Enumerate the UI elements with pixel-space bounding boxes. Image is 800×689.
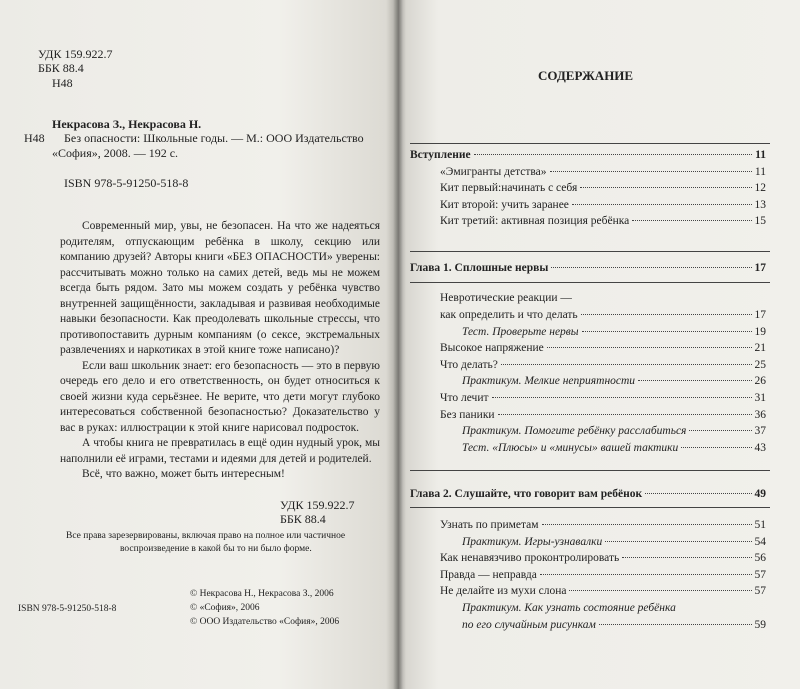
copyright-line: © «София», 2006 xyxy=(190,603,260,613)
toc-entry xyxy=(440,392,766,404)
toc-entry xyxy=(462,602,766,614)
toc-entry-label: Вступление xyxy=(410,149,471,161)
udk-code-bottom: УДК 159.922.7 xyxy=(280,498,355,512)
toc-leader-dots xyxy=(550,171,752,172)
toc-entry-label: Как ненавязчиво проконтролировать xyxy=(440,552,620,564)
toc-entry-page: 57 xyxy=(754,585,766,597)
toc-leader-dots xyxy=(547,347,752,348)
toc-entry-label: Практикум. Помогите ребёнку расслабиться xyxy=(462,425,687,437)
toc-entry-page: 59 xyxy=(754,619,766,631)
toc-entry-label: Кит первый:начинать с себя xyxy=(440,182,578,194)
bib-line-1: Без опасности: Школьные годы. — М.: ООО Издательство xyxy=(64,131,364,145)
toc-entry-page: 15 xyxy=(754,215,766,227)
toc-leader-dots xyxy=(580,187,751,188)
toc-leader-dots xyxy=(638,380,751,381)
annotation-paragraph: Современный мир, увы, не безопасен. На что же надеяться родителям, отпускающим ребёнка в школу, секцию или компанию друзей? Авторы книги «БЕЗ ОПАСНОСТИ» уверены: рассчитывать можно только на самих детей, ведь мы не можем всегда быть рядом. Зато мы можем создать у ребёнка чувство внутренней защищённости, закладывая и развивая необходимые навыки безопасности. Как преодолевать школьные стрессы, что противопоставить дурным компаниям (о сексе, экстремальных развлечениях и наркотиках в этой книге тоже написано)? xyxy=(60,220,380,356)
toc-leader-dots xyxy=(632,220,751,221)
toc-entry-page: 21 xyxy=(754,342,766,354)
toc-entry-label: Что делать? xyxy=(440,359,498,371)
toc-entry-label: Кит второй: учить заранее xyxy=(440,199,569,211)
toc-entry-label: Не делайте из мухи слона xyxy=(440,585,567,597)
toc-leader-dots xyxy=(681,447,751,448)
toc-entry-label: Тест. «Плюсы» и «минусы» вашей тактики xyxy=(462,442,679,454)
toc-entry xyxy=(462,619,766,631)
rights-line-1: Все права зарезервированы, включая право на полное или частичное xyxy=(66,531,346,541)
authors: Некрасова З., Некрасова Н. xyxy=(52,117,202,131)
bbk-code: ББК 88.4 xyxy=(38,61,84,75)
toc-entry-label: Практикум. Игры-узнавалки xyxy=(462,536,603,548)
toc-entry-label: Правда — неправда xyxy=(440,569,537,581)
toc-entry-page: 11 xyxy=(755,149,766,161)
toc-entry-page: 26 xyxy=(754,375,766,387)
toc-entry-label: Невротические реакции — xyxy=(440,292,572,304)
annotation-paragraph: Если ваш школьник знает: его безопасность — это в первую очередь его дело и его ответственность, он будет относиться к своей жизни куда серьёзнее. Не верите, что дети могут глубоко интересоваться собственной безопасностью? Доказательство у вас в руках: иллюстрации к этой книге нарисовал подросток. xyxy=(60,359,380,434)
toc-entry xyxy=(440,519,766,531)
toc-entry xyxy=(440,215,766,227)
toc-entry-label: Тест. Проверьте нервы xyxy=(462,326,579,338)
toc-entry-page: 19 xyxy=(754,326,766,338)
toc-leader-dots xyxy=(689,430,751,431)
toc-entry xyxy=(462,326,766,338)
copyright-line: © ООО Издательство «София», 2006 xyxy=(190,617,340,627)
toc-leader-dots xyxy=(551,267,751,268)
toc-entry-label: как определить и что делать xyxy=(440,309,578,321)
toc-entry-label: Высокое напряжение xyxy=(440,342,544,354)
toc-entry-page: 13 xyxy=(754,199,766,211)
toc-entry xyxy=(440,585,766,597)
toc-heading: СОДЕРЖАНИЕ xyxy=(538,68,634,83)
toc-entry xyxy=(462,425,766,437)
toc-leader-dots xyxy=(501,364,752,365)
toc-entry xyxy=(440,166,766,178)
annotation-paragraph: Всё, что важно, может быть интересным! xyxy=(82,468,285,480)
toc-entry xyxy=(410,262,766,274)
toc-leader-dots xyxy=(622,557,751,558)
toc-entry-page: 49 xyxy=(754,488,766,500)
annotation xyxy=(60,219,380,483)
rights-line-2: воспроизведение в какой бы то ни было форме. xyxy=(120,544,312,554)
toc-entry xyxy=(440,182,766,194)
toc-leader-dots xyxy=(599,624,752,625)
toc-entry-label: Без паники xyxy=(440,409,495,421)
isbn: ISBN 978-5-91250-518-8 xyxy=(64,176,189,190)
toc-rule xyxy=(410,251,770,252)
toc-entry xyxy=(410,488,766,500)
toc-entry-page: 56 xyxy=(754,552,766,564)
toc-entry-page: 37 xyxy=(754,425,766,437)
toc-leader-dots xyxy=(474,154,753,155)
toc-entry-label: Глава 2. Слушайте, что говорит вам ребёнок xyxy=(410,488,643,500)
toc-entry-page: 57 xyxy=(754,569,766,581)
toc-entry-label: Узнать по приметам xyxy=(440,519,539,531)
toc-entry-label: Практикум. Как узнать состояние ребёнка xyxy=(462,602,676,614)
bib-line-2: «София», 2008. — 192 с. xyxy=(52,146,179,160)
toc-leader-dots xyxy=(572,204,752,205)
toc-leader-dots xyxy=(581,314,752,315)
toc-entry xyxy=(462,375,766,387)
toc-entry-page: 36 xyxy=(754,409,766,421)
toc-leader-dots xyxy=(569,590,751,591)
bbk-code-bottom: ББК 88.4 xyxy=(280,512,326,526)
annotation-paragraph: А чтобы книга не превратилась в ещё один нудный урок, мы наполнили её играми, тестами и идеями для детей и родителей. xyxy=(60,437,380,465)
toc-entry xyxy=(462,536,766,548)
isbn-bottom: ISBN 978-5-91250-518-8 xyxy=(18,604,117,614)
toc-leader-dots xyxy=(540,574,752,575)
toc-leader-dots xyxy=(498,414,752,415)
author-mark: Н48 xyxy=(52,76,73,90)
toc-leader-dots xyxy=(582,331,752,332)
toc-rule xyxy=(410,507,770,508)
toc-entry-label: Кит третий: активная позиция ребёнка xyxy=(440,215,630,227)
author-mark-margin: Н48 xyxy=(24,131,45,145)
toc-entry-page: 17 xyxy=(754,262,766,274)
toc-entry xyxy=(410,149,766,161)
toc-rule xyxy=(410,143,770,144)
toc-entry-page: 31 xyxy=(754,392,766,404)
toc-leader-dots xyxy=(645,493,751,494)
toc-entry-label: Практикум. Мелкие неприятности xyxy=(462,375,636,387)
toc-entry-label: «Эмигранты детства» xyxy=(440,166,547,178)
toc-leader-dots xyxy=(605,541,751,542)
toc-entry-page: 43 xyxy=(754,442,766,454)
book-gutter xyxy=(393,0,403,689)
toc-entry-page: 17 xyxy=(754,309,766,321)
toc-entry-page: 11 xyxy=(754,166,766,178)
toc-entry xyxy=(440,569,766,581)
copyright-line: © Некрасова Н., Некрасова З., 2006 xyxy=(190,589,334,599)
toc-entry xyxy=(462,442,766,454)
toc-entry-label: по его случайным рисункам xyxy=(462,619,596,631)
toc-rule xyxy=(410,282,770,283)
right-page xyxy=(398,0,800,689)
toc-rule xyxy=(410,470,770,471)
left-page xyxy=(0,0,398,689)
toc-entry-page: 25 xyxy=(754,359,766,371)
toc-leader-dots xyxy=(492,397,752,398)
toc-entry-label: Что лечит xyxy=(440,392,489,404)
toc-entry xyxy=(440,409,766,421)
toc-entry xyxy=(440,309,766,321)
toc-entry xyxy=(440,552,766,564)
toc-entry xyxy=(440,342,766,354)
toc-entry xyxy=(440,359,766,371)
toc-entry-label: Глава 1. Сплошные нервы xyxy=(410,262,549,274)
toc-entry xyxy=(440,199,766,211)
toc-entry-page: 51 xyxy=(754,519,766,531)
toc-entry xyxy=(440,292,766,304)
toc-leader-dots xyxy=(542,524,752,525)
udk-code: УДК 159.922.7 xyxy=(38,47,113,61)
toc-entry-page: 12 xyxy=(754,182,766,194)
toc-entry-page: 54 xyxy=(754,536,766,548)
